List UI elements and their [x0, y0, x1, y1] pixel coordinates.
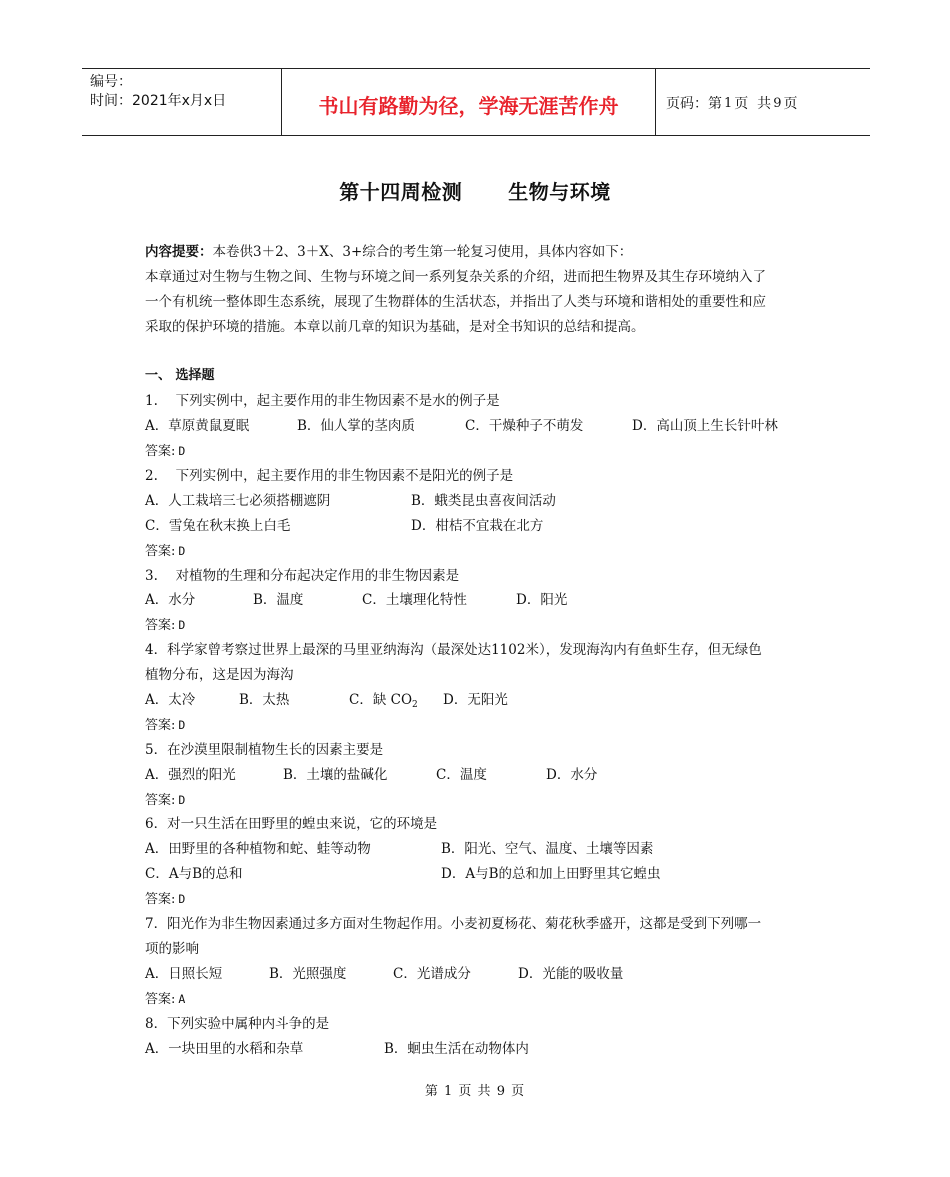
- option-b: B．阳光、空气、温度、土壤等因素: [441, 841, 654, 858]
- page-title: [0, 176, 950, 205]
- section-heading: 一、 选择题: [145, 368, 215, 384]
- summary-line-1: 内容提要：本卷供3＋2、3＋X、3+综合的考生第一轮复习使用，具体内容如下：: [145, 244, 633, 260]
- question-6-options-cd: [145, 862, 820, 887]
- option-d: D．阳光: [516, 592, 568, 609]
- question-1-stem: 1. 下列实例中，起主要作用的非生物因素不是水的例子是: [145, 393, 500, 410]
- option-a: A．草原黄鼠夏眠: [145, 418, 250, 435]
- question-5-stem: 5．在沙漠里限制植物生长的因素主要是: [145, 741, 384, 758]
- page-suffix: 页: [783, 96, 798, 112]
- header-motto: 书山有路勤为径，学海无涯苦作舟: [282, 69, 656, 135]
- option-b: B．温度: [253, 592, 304, 609]
- option-b: B．土壤的盐碱化: [283, 766, 388, 783]
- page-total: 9: [773, 95, 782, 111]
- answer-value: D: [178, 717, 186, 732]
- question-7-options: [145, 962, 820, 987]
- summary-line-4: 采取的保护环境的措施。本章以前几章的知识为基础，是对全书知识的总结和提高。: [145, 318, 645, 335]
- question-6-answer: [145, 887, 820, 912]
- question-6-options-ab: [145, 837, 820, 862]
- option-d: D．光能的吸收量: [518, 965, 624, 982]
- answer-label: 答案:: [145, 444, 176, 460]
- option-c: C．A与B的总和: [145, 866, 243, 883]
- option-c: C．光谱成分: [393, 965, 471, 982]
- option-b: B．蛾类昆虫喜夜间活动: [411, 492, 556, 509]
- page-footer: 第 1 页 共 9 页: [424, 1084, 526, 1099]
- option-a: A．太冷: [145, 692, 196, 709]
- page-current: 1: [724, 95, 733, 111]
- option-a: A．田野里的各种植物和蛇、蛙等动物: [145, 841, 371, 858]
- answer-value: D: [178, 444, 186, 459]
- option-b: B．仙人掌的茎肉质: [297, 418, 415, 435]
- document-body: [145, 240, 820, 1061]
- question-4-stem-line1: 4．科学家曾考察过世界上最深的马里亚纳海沟（最深处达1102米），发现海沟内有鱼虾生存，但无绿色: [145, 642, 762, 659]
- answer-label: 答案:: [145, 717, 176, 733]
- question-4-answer: [145, 713, 820, 738]
- question-3-answer: [145, 613, 820, 638]
- question-2-stem: 2. 下列实例中，起主要作用的非生物因素不是阳光的例子是: [145, 468, 514, 485]
- answer-label: 答案:: [145, 991, 176, 1007]
- option-c: C．干燥种子不萌发: [465, 418, 584, 435]
- question-3-options: [145, 588, 820, 613]
- answer-value: A: [178, 991, 186, 1006]
- answer-value: D: [178, 892, 186, 907]
- answer-label: 答案:: [145, 792, 176, 808]
- option-a: A．日照长短: [145, 965, 223, 982]
- option-a: A．水分: [145, 592, 196, 609]
- title-part2: 生物与环境: [508, 180, 611, 204]
- question-5-answer: [145, 788, 820, 813]
- summary-line-3: 一个有机统一整体即生态系统，展现了生物群体的生活状态，并指出了人类与环境和谐相处的重要性和应: [145, 293, 766, 310]
- option-b: B．蛔虫生活在动物体内: [384, 1040, 529, 1057]
- question-5-options: [145, 763, 820, 788]
- option-a: A．人工栽培三七必须搭棚遮阴: [145, 492, 331, 509]
- answer-value: D: [178, 792, 186, 807]
- question-2-answer: [145, 539, 820, 564]
- question-4-options: [145, 688, 820, 713]
- question-3-stem: 3. 对植物的生理和分布起决定作用的非生物因素是: [145, 567, 460, 584]
- option-c: C．缺 $CO_2$: [349, 692, 418, 711]
- option-c: C．温度: [436, 766, 487, 783]
- answer-value: D: [178, 543, 186, 558]
- question-8-options-ab: [145, 1037, 820, 1062]
- header-page-info: [656, 69, 870, 135]
- page-header: [82, 68, 870, 136]
- answer-value: D: [178, 618, 186, 633]
- question-2-options-ab: [145, 489, 820, 514]
- page-mid: 页 共: [734, 96, 772, 112]
- option-a: A．一块田里的水稻和杂草: [145, 1040, 304, 1057]
- question-4-stem-line2: 植物分布，这是因为海沟: [145, 667, 294, 684]
- question-7-answer: [145, 987, 820, 1012]
- question-1-answer: [145, 439, 820, 464]
- question-8-stem: 8．下列实验中属种内斗争的是: [145, 1015, 330, 1032]
- option-c: C．土壤理化特性: [362, 592, 467, 609]
- answer-label: 答案:: [145, 543, 176, 559]
- time-label: 时间：2021年x月x日: [90, 93, 227, 109]
- option-d: D．高山顶上生长针叶林: [632, 418, 778, 435]
- question-6-stem: 6．对一只生活在田野里的蝗虫来说，它的环境是: [145, 816, 438, 833]
- summary-label: 内容提要：: [145, 244, 213, 260]
- option-b: B．太热: [239, 692, 290, 709]
- number-label: 编号：: [90, 74, 132, 90]
- option-d: D．柑桔不宜栽在北方: [411, 517, 544, 534]
- answer-label: 答案:: [145, 892, 176, 908]
- page-label: 页码：第: [666, 96, 722, 112]
- option-c: C．雪兔在秋末换上白毛: [145, 517, 291, 534]
- title-part1: 第十四周检测: [339, 180, 463, 204]
- summary-line-2: 本章通过对生物与生物之间、生物与环境之间一系列复杂关系的介绍，进而把生物界及其生存环境纳入了: [145, 268, 766, 285]
- header-meta: [82, 69, 282, 135]
- option-d: D．A与B的总和加上田野里其它蝗虫: [441, 866, 661, 883]
- option-d: D．水分: [546, 766, 598, 783]
- option-b: B．光照强度: [269, 965, 347, 982]
- question-1-options: [145, 414, 820, 439]
- question-7-stem-line2: 项的影响: [145, 940, 199, 957]
- option-a: A．强烈的阳光: [145, 766, 236, 783]
- question-7-stem-line1: 7．阳光作为非生物因素通过多方面对生物起作用。小麦初夏杨花、菊花秋季盛开，这都是受到下列哪一: [145, 916, 762, 933]
- question-2-options-cd: [145, 514, 820, 539]
- answer-label: 答案:: [145, 618, 176, 634]
- option-d: D．无阳光: [443, 692, 508, 709]
